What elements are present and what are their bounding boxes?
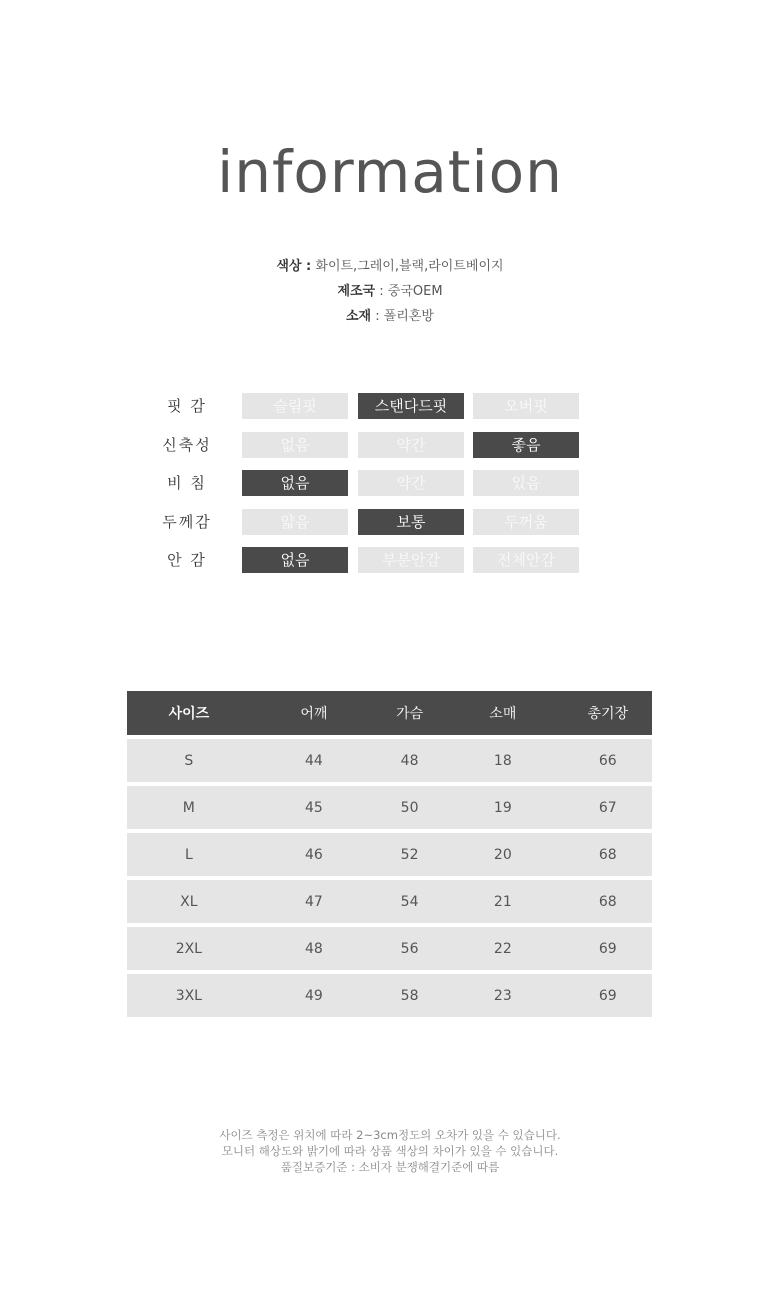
note-line: 사이즈 측정은 위치에 따라 2~3cm정도의 오차가 있을 수 있습니다. bbox=[219, 1128, 561, 1142]
attr-option: 약간 bbox=[358, 470, 464, 496]
attr-option: 두꺼움 bbox=[473, 509, 579, 535]
attr-option: 좋음 bbox=[473, 432, 579, 458]
table-cell: 54 bbox=[377, 876, 442, 923]
table-row bbox=[127, 970, 652, 1017]
notes bbox=[0, 1127, 780, 1175]
page-title: information bbox=[217, 138, 563, 206]
table-cell: 69 bbox=[564, 970, 652, 1017]
table-row bbox=[127, 876, 652, 923]
table-cell: 21 bbox=[442, 876, 564, 923]
table-cell: M bbox=[127, 782, 251, 829]
spec-value: 화이트,그레이,블랙,라이트베이지 bbox=[311, 259, 504, 274]
header-shoulder: 어깨 bbox=[251, 691, 377, 735]
table-cell: 44 bbox=[251, 735, 377, 782]
table-cell: 68 bbox=[564, 829, 652, 876]
attr-row-lining bbox=[0, 547, 780, 573]
header-chest: 가슴 bbox=[377, 691, 442, 735]
attr-label: 신축성 bbox=[162, 436, 212, 454]
attr-label: 두께감 bbox=[162, 513, 212, 531]
attr-label: 비 침 bbox=[167, 474, 207, 492]
attr-option: 얇음 bbox=[242, 509, 348, 535]
table-cell: 47 bbox=[251, 876, 377, 923]
attr-option: 약간 bbox=[358, 432, 464, 458]
table-cell: 19 bbox=[442, 782, 564, 829]
table-cell: 68 bbox=[564, 876, 652, 923]
table-cell: 48 bbox=[377, 735, 442, 782]
table-cell: 46 bbox=[251, 829, 377, 876]
attr-label: 안 감 bbox=[167, 551, 207, 569]
spec-value: : 중국OEM bbox=[375, 284, 443, 299]
table-cell: 48 bbox=[251, 923, 377, 970]
header-sleeve: 소매 bbox=[442, 691, 564, 735]
attr-row-stretch bbox=[0, 432, 780, 458]
table-cell: 18 bbox=[442, 735, 564, 782]
size-table bbox=[127, 691, 652, 1017]
attr-option: 부분안감 bbox=[358, 547, 464, 573]
table-cell: 67 bbox=[564, 782, 652, 829]
table-cell: 49 bbox=[251, 970, 377, 1017]
table-cell: 45 bbox=[251, 782, 377, 829]
table-row bbox=[127, 782, 652, 829]
attr-option: 오버핏 bbox=[473, 393, 579, 419]
table-cell: 22 bbox=[442, 923, 564, 970]
note-line: 품질보증기준 : 소비자 분쟁해결기준에 따름 bbox=[280, 1160, 500, 1174]
table-cell: S bbox=[127, 735, 251, 782]
table-cell: 50 bbox=[377, 782, 442, 829]
attr-row-thickness bbox=[0, 509, 780, 535]
attr-option: 없음 bbox=[242, 432, 348, 458]
table-cell: 58 bbox=[377, 970, 442, 1017]
attr-option: 전체안감 bbox=[473, 547, 579, 573]
table-cell: L bbox=[127, 829, 251, 876]
product-specs bbox=[0, 258, 780, 333]
table-row bbox=[127, 829, 652, 876]
table-cell: 3XL bbox=[127, 970, 251, 1017]
header-length: 총기장 bbox=[564, 691, 652, 735]
table-row bbox=[127, 735, 652, 782]
attr-option: 스탠다드핏 bbox=[358, 393, 464, 419]
attr-row-fit bbox=[0, 393, 780, 419]
table-cell: 56 bbox=[377, 923, 442, 970]
table-cell: 52 bbox=[377, 829, 442, 876]
spec-label: 소재 bbox=[345, 309, 372, 324]
spec-label: 색상 : bbox=[276, 259, 312, 274]
attr-label: 핏 감 bbox=[167, 397, 207, 415]
attr-option: 슬림핏 bbox=[242, 393, 348, 419]
table-cell: XL bbox=[127, 876, 251, 923]
header-size: 사이즈 bbox=[127, 691, 251, 735]
attr-option: 없음 bbox=[242, 470, 348, 496]
attr-option: 보통 bbox=[358, 509, 464, 535]
table-cell: 66 bbox=[564, 735, 652, 782]
table-row bbox=[127, 923, 652, 970]
attr-option: 없음 bbox=[242, 547, 348, 573]
note-line: 모니터 해상도와 밝기에 따라 상품 색상의 차이가 있을 수 있습니다. bbox=[221, 1144, 559, 1158]
table-cell: 69 bbox=[564, 923, 652, 970]
table-cell: 20 bbox=[442, 829, 564, 876]
table-cell: 2XL bbox=[127, 923, 251, 970]
spec-color bbox=[0, 258, 780, 283]
table-cell: 23 bbox=[442, 970, 564, 1017]
table-header-row bbox=[127, 691, 652, 735]
attr-row-sheerness bbox=[0, 470, 780, 496]
spec-value: : 폴리혼방 bbox=[371, 309, 434, 324]
spec-label: 제조국 bbox=[337, 284, 376, 299]
spec-origin bbox=[0, 283, 780, 308]
spec-material bbox=[0, 308, 780, 333]
attr-option: 있음 bbox=[473, 470, 579, 496]
